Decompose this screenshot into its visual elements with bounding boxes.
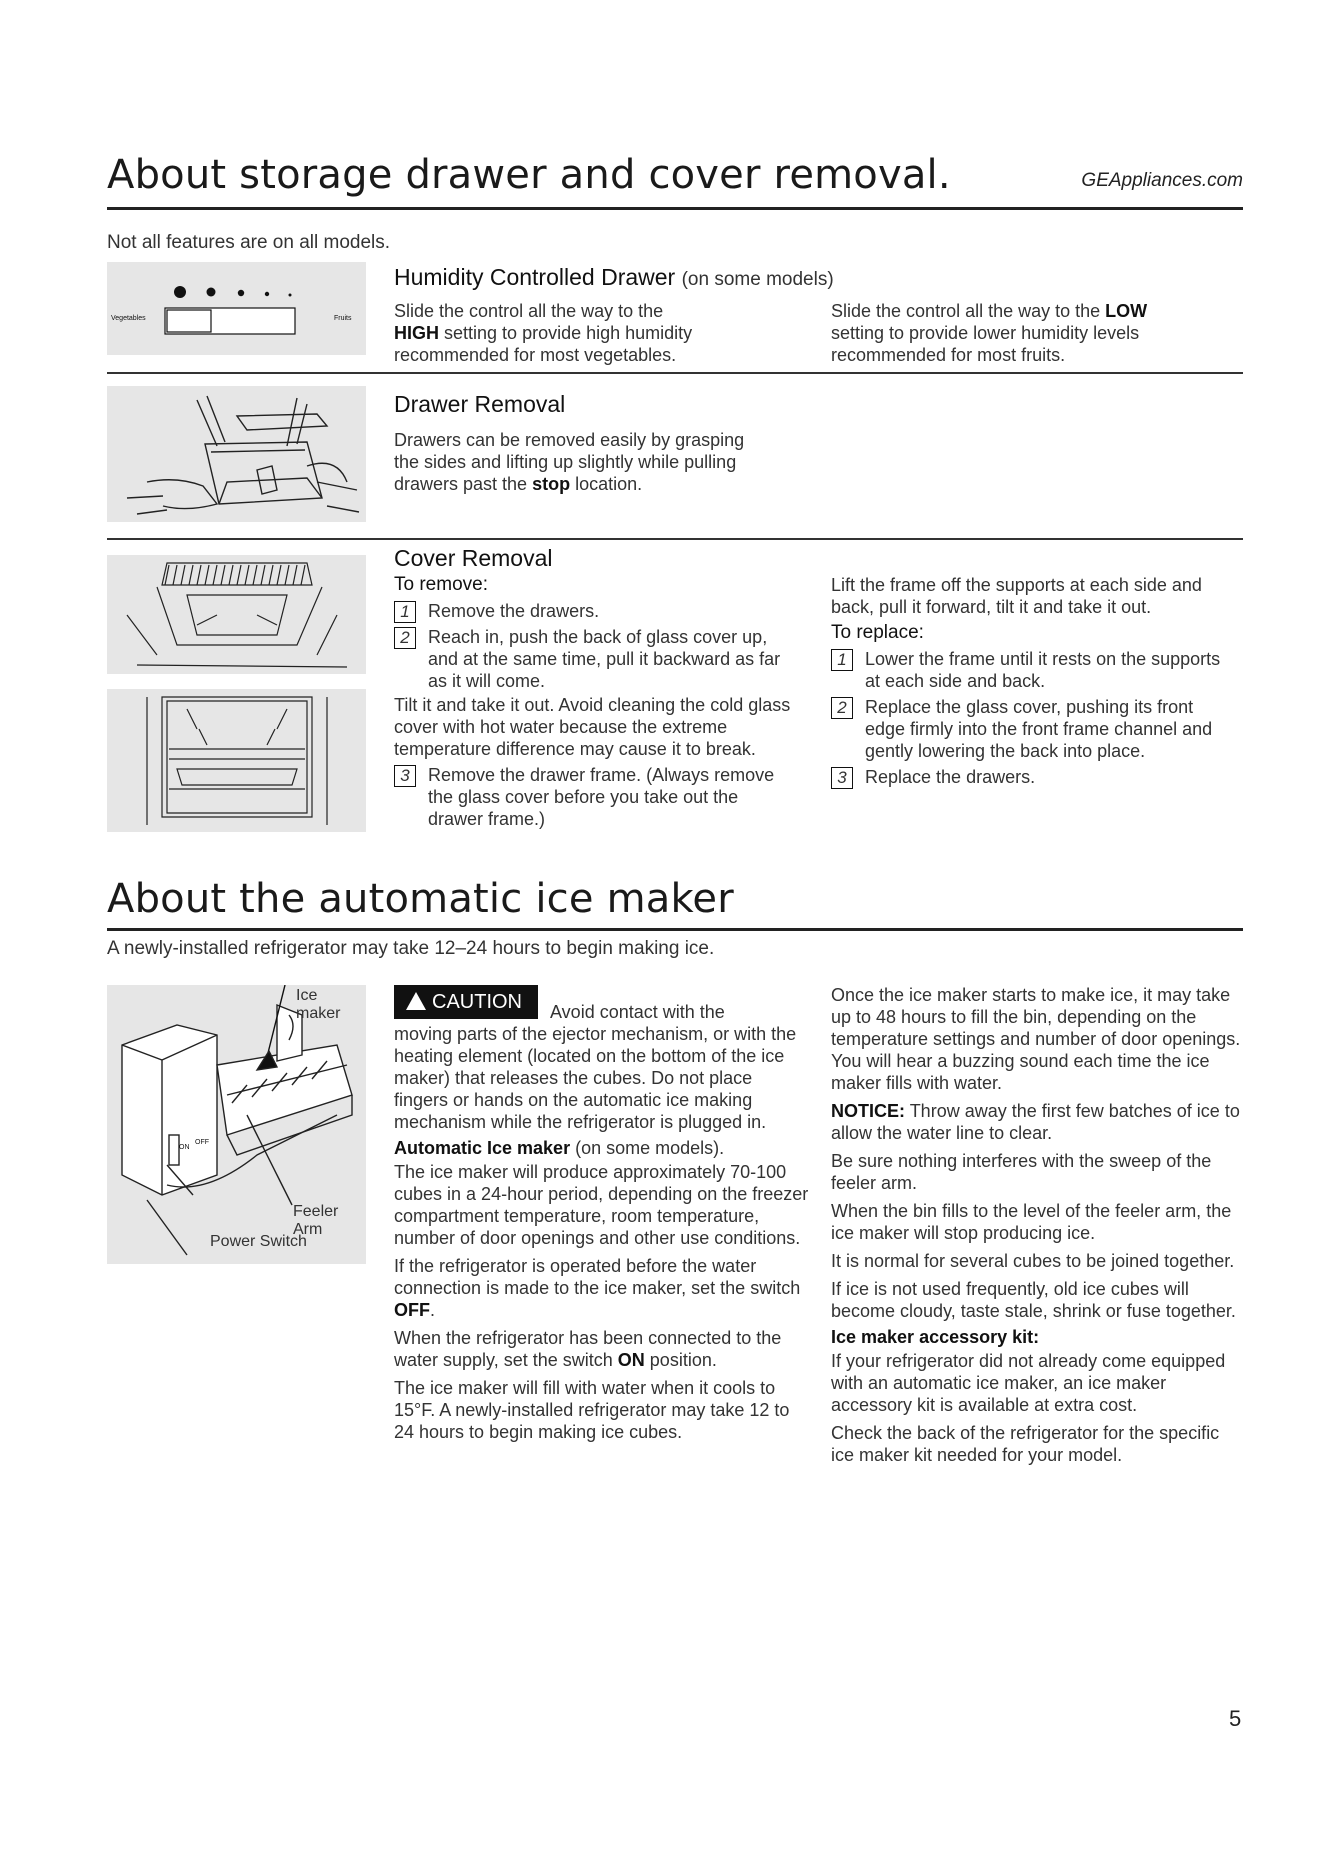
caution-text: Avoid contact with the bbox=[550, 1002, 725, 1022]
humidity-high-line1: Slide the control all the way to the bbox=[394, 301, 664, 321]
switch-off-text: If the refrigerator is operated before the water connection is made to the ice maker, set the switch bbox=[394, 1256, 801, 1298]
caution-badge bbox=[394, 985, 538, 1019]
icemaker-right-column bbox=[831, 984, 1246, 1466]
accessory-kit-text: If your refrigerator did not already come equipped with an automatic ice maker, an ice maker accessory kit is available at extra cost. bbox=[831, 1351, 1226, 1415]
website-label: GEAppliances.com bbox=[1081, 170, 1243, 191]
humidity-low-line1: Slide the control all the way to the bbox=[831, 301, 1101, 321]
humidity-high-text bbox=[394, 300, 794, 366]
humidity-slider-illustration bbox=[107, 262, 366, 355]
remove-step-2-text: Reach in, push the back of glass cover up, and at the same time, pull it backward as far as it will come. bbox=[428, 627, 781, 691]
replace-step-1-text: Lower the frame until it rests on the supports at each side and back. bbox=[865, 649, 1221, 691]
bin-full-text: When the bin fills to the level of the feeler arm, the ice maker will stop producing ice. bbox=[831, 1201, 1232, 1243]
replace-step-1 bbox=[831, 648, 1231, 692]
slider-vegetables-label: Vegetables bbox=[111, 315, 146, 322]
to-replace-heading: To replace: bbox=[831, 622, 924, 643]
tilt-text: Tilt it and take it out. Avoid cleaning the cold glass cover with hot water because the extreme temperature difference may cause it to break. bbox=[394, 695, 791, 759]
humidity-low-line2: setting to provide lower humidity levels bbox=[831, 323, 1140, 343]
humidity-heading-text: Humidity Controlled Drawer bbox=[394, 264, 676, 290]
drawer-divider bbox=[107, 538, 1243, 540]
title-rule bbox=[107, 207, 1243, 210]
replace-step-2-text: Replace the glass cover, pushing its front edge firmly into the front frame channel and gently lowering the back into place. bbox=[865, 697, 1213, 761]
feeler-sweep-text: Be sure nothing interferes with the sweep of the feeler arm. bbox=[831, 1151, 1212, 1193]
remove-step-1 bbox=[394, 600, 794, 622]
page-number: 5 bbox=[1229, 1706, 1242, 1731]
replace-step-2 bbox=[831, 696, 1231, 762]
caution-label: CAUTION bbox=[432, 991, 522, 1013]
icemaker-note: A newly-installed refrigerator may take 12–24 hours to begin making ice. bbox=[107, 938, 715, 959]
auto-icemaker-title: Automatic Ice maker bbox=[394, 1138, 571, 1158]
icemaker-label: Ice maker bbox=[296, 987, 341, 1022]
switch-on-text: When the refrigerator has been connected to the water supply, set the switch bbox=[394, 1328, 782, 1370]
drawer-line2: the sides and lifting up slightly while pulling bbox=[394, 452, 737, 472]
feeler-arm-label: Feeler Arm bbox=[293, 1203, 339, 1238]
auto-icemaker-text: The ice maker will produce approximately 70-100 cubes in a 24-hour period, depending on the freezer compartment temperature, room temperature, number of door openings and other use conditions. bbox=[394, 1162, 809, 1248]
drawer-line1: Drawers can be removed easily by grasping bbox=[394, 430, 745, 450]
warning-icon bbox=[406, 992, 426, 1010]
switch-on-label: ON bbox=[179, 1144, 190, 1151]
step-number-1: 1 bbox=[394, 601, 416, 623]
drawer-stop-bold: stop bbox=[532, 474, 571, 494]
drawer-line3b: location. bbox=[575, 474, 643, 494]
fill-paragraph: The ice maker will fill with water when it cools to 15°F. A newly-installed refrigerator may take 12 to 24 hours to begin making ice cubes. bbox=[394, 1378, 790, 1442]
humidity-low-bold: LOW bbox=[1105, 301, 1148, 321]
switch-on-text-b: position. bbox=[649, 1350, 717, 1370]
switch-off-paragraph: If the refrigerator is operated before the water connection is made to the ice maker, set the switch OFF. bbox=[394, 1256, 801, 1320]
humidity-high-line3: recommended for most vegetables. bbox=[394, 345, 677, 365]
drawer-removal-heading: Drawer Removal bbox=[394, 391, 566, 417]
drawer-line3a: drawers past the bbox=[394, 474, 528, 494]
switch-off-bold: OFF bbox=[394, 1300, 430, 1320]
cover-replace-steps bbox=[831, 574, 1231, 788]
section-title-storage: About storage drawer and cover removal. bbox=[107, 152, 951, 198]
check-kit-text: Check the back of the refrigerator for the specific ice maker kit needed for your model. bbox=[831, 1423, 1220, 1465]
remove-step-2 bbox=[394, 626, 794, 692]
remove-step-1-text: Remove the drawers. bbox=[428, 601, 600, 621]
humidity-heading bbox=[394, 264, 834, 291]
humidity-high-bold: HIGH bbox=[394, 323, 439, 343]
to-remove-heading: To remove: bbox=[394, 574, 488, 595]
cover-remove-steps bbox=[394, 574, 794, 830]
switch-off-label: OFF bbox=[195, 1139, 209, 1146]
icemaker-left-column bbox=[394, 985, 809, 1443]
auto-icemaker-note: (on some models). bbox=[575, 1138, 725, 1158]
replace-step-3-text: Replace the drawers. bbox=[865, 767, 1036, 787]
remove-step-3 bbox=[394, 764, 794, 830]
step-number-2: 2 bbox=[394, 627, 416, 649]
humidity-low-text bbox=[831, 300, 1243, 366]
joined-cubes-text: It is normal for several cubes to be joined together. bbox=[831, 1251, 1235, 1271]
notice-label: NOTICE: bbox=[831, 1101, 905, 1121]
cover-removal-illustration-1 bbox=[107, 555, 366, 674]
remove-step-3-text: Remove the drawer frame. (Always remove the glass cover before you take out the drawer frame.) bbox=[428, 765, 775, 829]
switch-on-bold: ON bbox=[617, 1350, 645, 1370]
power-switch-label: Power Switch bbox=[210, 1233, 307, 1250]
section-title-icemaker: About the automatic ice maker bbox=[107, 876, 734, 922]
step-number-2: 2 bbox=[831, 697, 853, 719]
drawer-removal-text bbox=[394, 429, 814, 495]
cover-removal-heading: Cover Removal bbox=[394, 545, 553, 571]
caution-body: moving parts of the ejector mechanism, or with the heating element (located on the bottom of the ice maker) that releases the cubes. Do not place fingers or hands on the automatic ice making mechanism while the refrigerator is plugged in. bbox=[394, 1024, 797, 1132]
icemaker-title-rule bbox=[107, 928, 1243, 931]
humidity-divider bbox=[107, 372, 1243, 374]
caution-line bbox=[394, 985, 809, 1022]
switch-on-paragraph bbox=[394, 1327, 809, 1371]
old-cubes-text: If ice is not used frequently, old ice cubes will become cloudy, taste stale, shrink or fuse together. bbox=[831, 1279, 1236, 1321]
icemaker-illustration bbox=[107, 985, 366, 1264]
step-number-3: 3 bbox=[831, 767, 853, 789]
step-number-3: 3 bbox=[394, 765, 416, 787]
auto-icemaker-heading bbox=[394, 1137, 809, 1159]
drawer-removal-illustration bbox=[107, 386, 366, 522]
humidity-high-line2: setting to provide high humidity bbox=[444, 323, 693, 343]
humidity-heading-note: (on some models) bbox=[681, 269, 834, 290]
step-number-1: 1 bbox=[831, 649, 853, 671]
replace-step-3 bbox=[831, 766, 1231, 788]
cover-removal-illustration-2 bbox=[107, 689, 366, 832]
icemaker-fill-time-text: Once the ice maker starts to make ice, it may take up to 48 hours to fill the bin, depending on the temperature settings and number of door openings. You will hear a buzzing sound each time the ice maker fills with water. bbox=[831, 985, 1241, 1093]
slider-fruits-label: Fruits bbox=[334, 315, 352, 322]
humidity-low-line3: recommended for most fruits. bbox=[831, 345, 1066, 365]
lift-text: Lift the frame off the supports at each side and back, pull it forward, tilt it and take it out. bbox=[831, 575, 1202, 617]
accessory-kit-heading: Ice maker accessory kit: bbox=[831, 1327, 1040, 1347]
models-note: Not all features are on all models. bbox=[107, 232, 391, 253]
notice-text: Throw away the first few batches of ice to allow the water line to clear. bbox=[831, 1101, 1240, 1143]
notice-paragraph bbox=[831, 1100, 1246, 1144]
